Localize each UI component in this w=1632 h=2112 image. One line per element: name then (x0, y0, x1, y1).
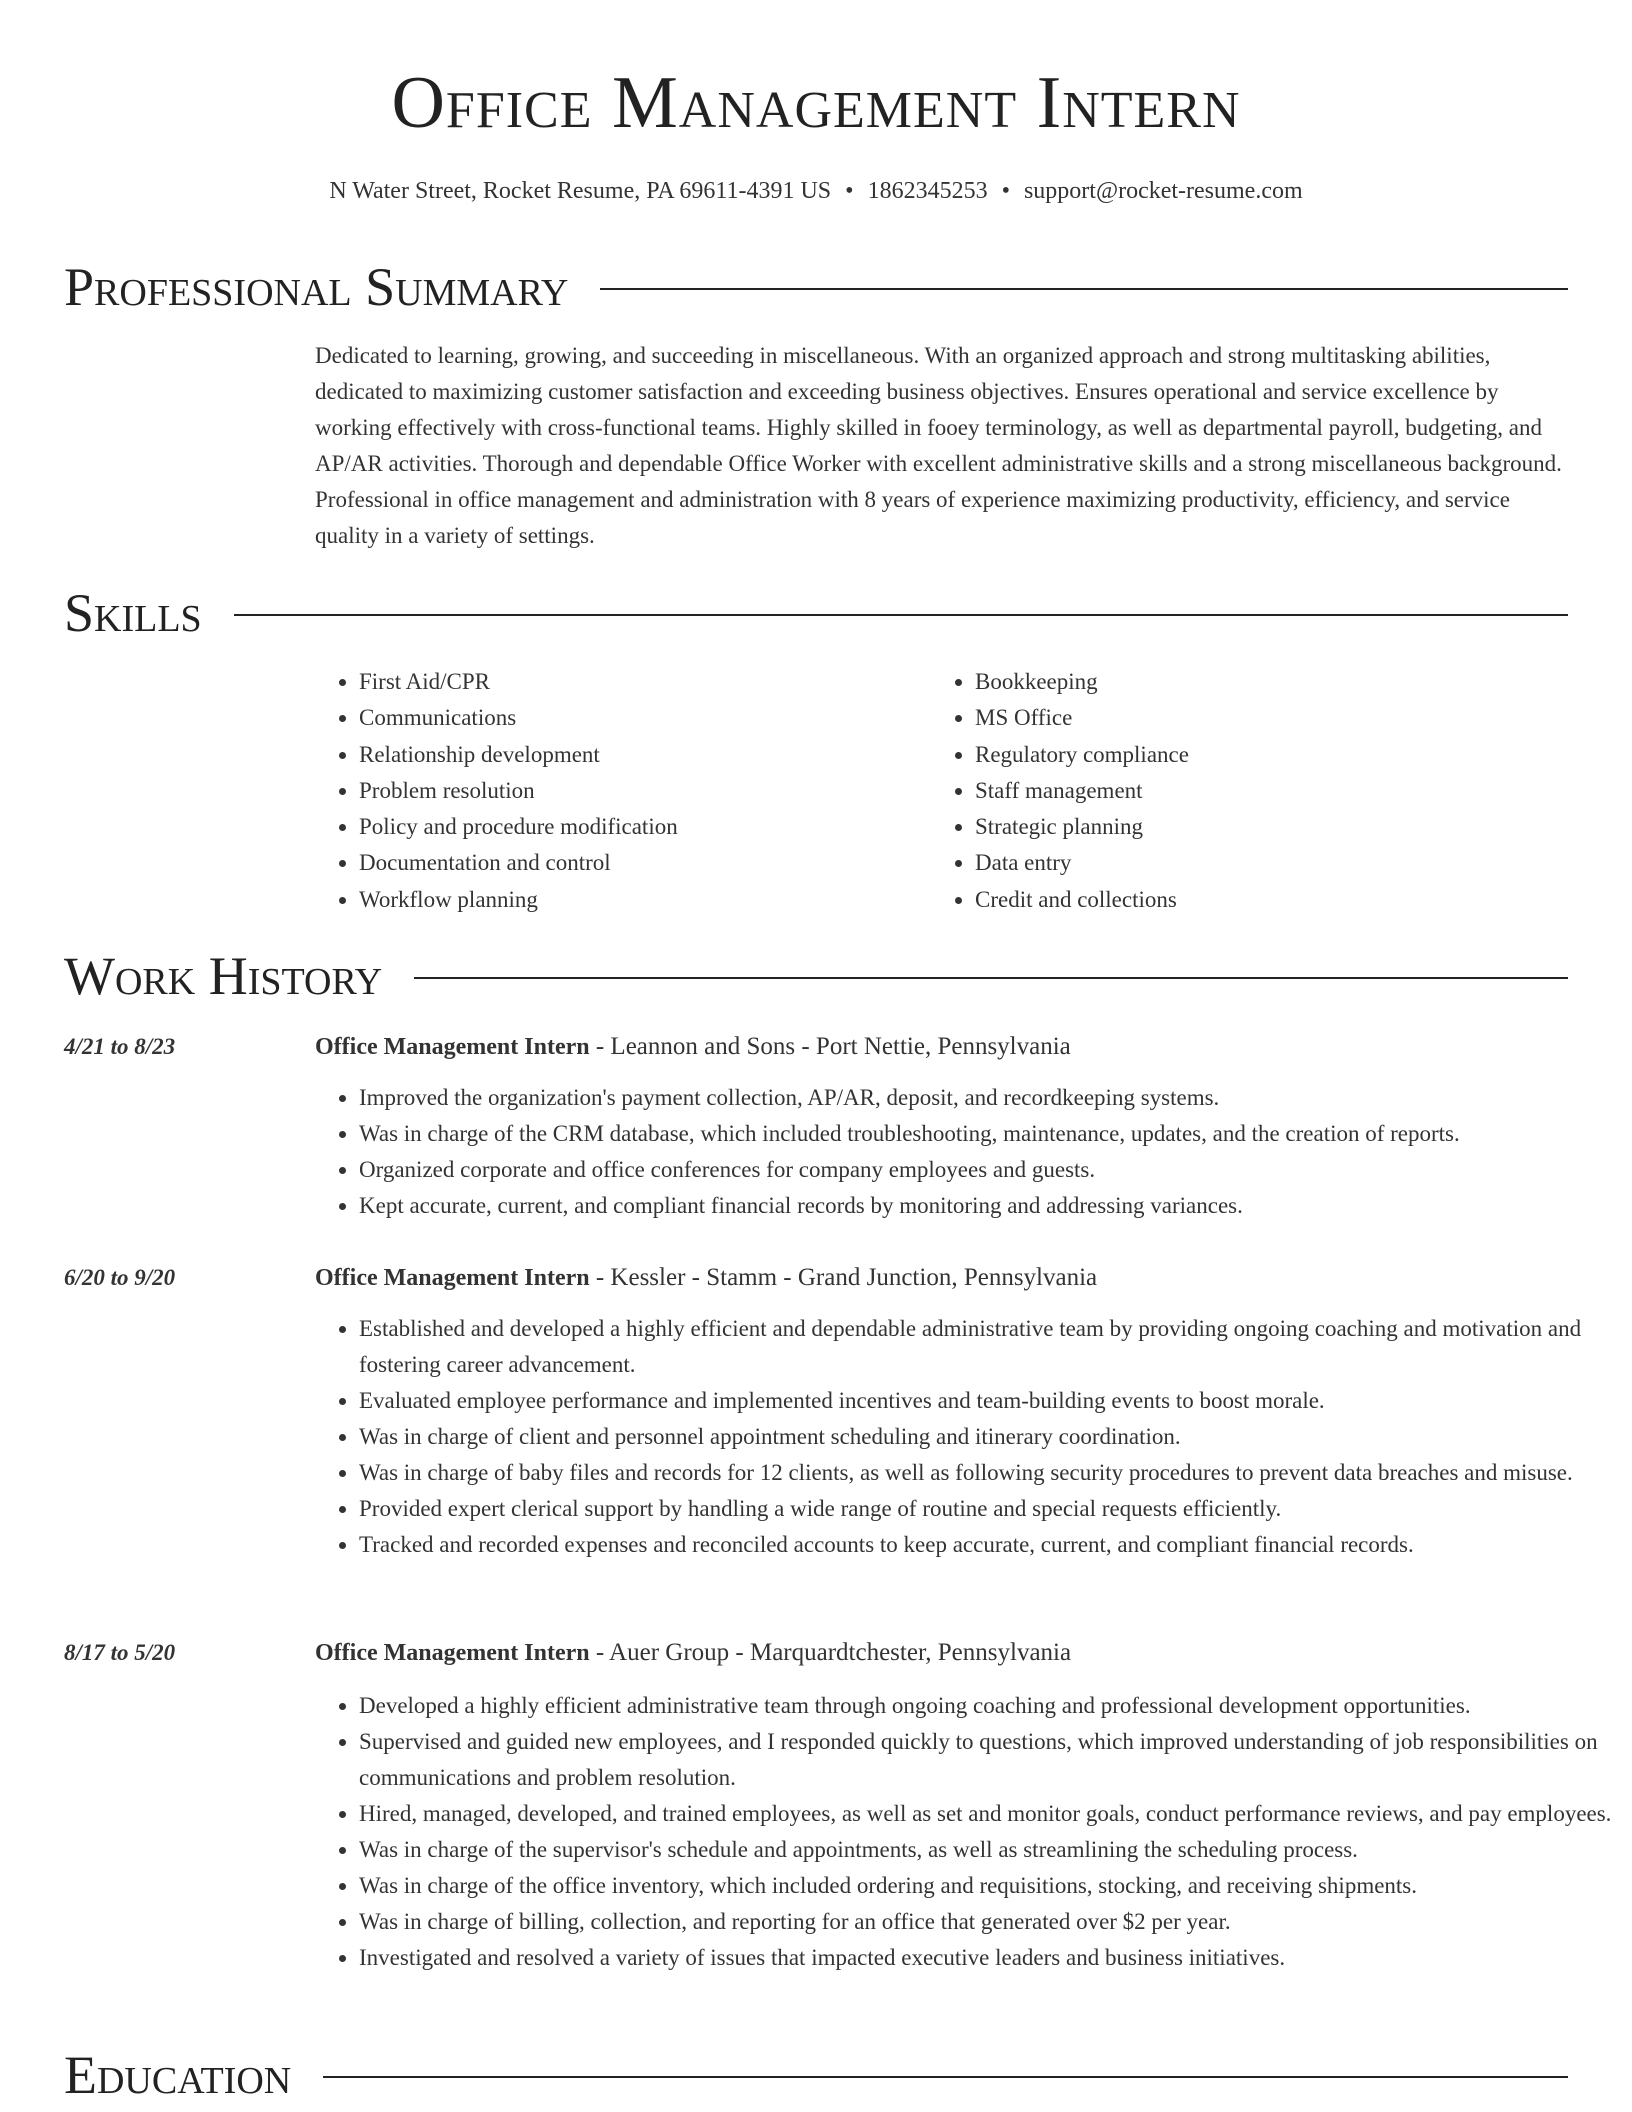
job-employer: - Leannon and Sons - Port Nettie, Pennsylvania (589, 1033, 1071, 1060)
contact-separator: • (1001, 178, 1010, 204)
contact-address: N Water Street, Rocket Resume, PA 69611-4391 US (329, 178, 832, 204)
section-divider (414, 977, 1568, 979)
skill-item: • Credit and collections (975, 882, 1575, 918)
job-bullet: • Established and developed a highly efficient and dependable administrative team by providing ongoing coaching and motivation and fostering career advancement. (359, 1311, 1621, 1383)
job-title: Office Management Intern (315, 1034, 590, 1060)
section-divider (234, 614, 1568, 616)
job-employer: - Auer Group - Marquardtchester, Pennsylvania (589, 1639, 1072, 1666)
skill-item: • Staff management (975, 773, 1575, 809)
contact-line (0, 176, 1632, 206)
skills-list-left (315, 664, 919, 918)
job-dates: 4/21 to 8/23 (64, 1034, 176, 1059)
skill-item: • First Aid/CPR (359, 664, 919, 700)
education-heading: Education (64, 2045, 292, 2105)
section-divider (600, 288, 1568, 290)
job-bullet: • Was in charge of billing, collection, and reporting for an office that generated over $2 per year. (359, 1904, 1621, 1940)
job-bullet: • Was in charge of the supervisor's schedule and appointments, as well as streamlining the scheduling process. (359, 1832, 1621, 1868)
job-heading (315, 1638, 1575, 1668)
skill-item: • Data entry (975, 845, 1575, 881)
work-section-heading (64, 941, 1568, 1011)
job-bullet: • Hired, managed, developed, and trained employees, as well as set and monitor goals, conduct performance reviews, and pay employees. (359, 1796, 1621, 1832)
job-bullet: • Developed a highly efficient administrative team through ongoing coaching and professional development opportunities. (359, 1688, 1621, 1724)
section-divider (323, 2076, 1568, 2078)
job-bullet: • Was in charge of the CRM database, which included troubleshooting, maintenance, updates, and the creation of reports. (359, 1116, 1621, 1152)
skill-item: • Bookkeeping (975, 664, 1575, 700)
job-bullet: • Was in charge of client and personnel appointment scheduling and itinerary coordination. (359, 1419, 1621, 1455)
job-bullet: • Was in charge of the office inventory, which included ordering and requisitions, stocking, and receiving shipments. (359, 1868, 1621, 1904)
job-bullet: • Improved the organization's payment collection, AP/AR, deposit, and recordkeeping systems. (359, 1080, 1621, 1116)
contact-phone: 1862345253 (867, 178, 988, 204)
skill-item: • Relationship development (359, 737, 919, 773)
candidate-name: Office Management Intern (391, 62, 1241, 144)
summary-text: Dedicated to learning, growing, and succeeding in miscellaneous. With an organized approach and strong multitasking abilities, dedicated to maximizing customer satisfaction and exceeding business objectives. Ensures operational and service excellence by working effectively with cross-functional teams. Highly skilled in fooey terminology, as well as departmental payroll, budgeting, and AP/AR activities. Thorough and dependable Office Worker with excellent administrative skills and a strong miscellaneous background. Professional in office management and administration with 8 years of experience maximizing productivity, efficiency, and service quality in a variety of settings. (315, 343, 1562, 548)
education-section-heading (64, 2040, 1568, 2110)
job-bullet: • Organized corporate and office conferences for company employees and guests. (359, 1152, 1621, 1188)
job-bullet: • Evaluated employee performance and implemented incentives and team-building events to boost morale. (359, 1383, 1621, 1419)
job-employer: - Kessler - Stamm - Grand Junction, Pennsylvania (589, 1264, 1098, 1291)
job-bullet: • Provided expert clerical support by handling a wide range of routine and special requests efficiently. (359, 1491, 1621, 1527)
job-dates: 8/17 to 5/20 (64, 1640, 176, 1665)
job-bullet: • Was in charge of baby files and records for 12 clients, as well as following security procedures to prevent data breaches and misuse. (359, 1455, 1621, 1491)
summary-heading: Professional Summary (64, 257, 569, 317)
job-bullet: • Tracked and recorded expenses and reconciled accounts to keep accurate, current, and compliant financial records. (359, 1527, 1621, 1563)
job-bullets (315, 1688, 1621, 1976)
skill-item: • Workflow planning (359, 882, 919, 918)
contact-email: support@rocket-resume.com (1023, 178, 1303, 204)
skills-list-right (931, 664, 1575, 918)
job-bullets (315, 1311, 1621, 1563)
job-bullet: • Kept accurate, current, and compliant financial records by monitoring and addressing variances. (359, 1188, 1621, 1224)
work-heading: Work History (64, 946, 383, 1006)
job-title: Office Management Intern (315, 1640, 590, 1666)
contact-separator: • (845, 178, 854, 204)
job-bullet: • Supervised and guided new employees, and I responded quickly to questions, which improved understanding of job responsibilities on communications and problem resolution. (359, 1724, 1621, 1796)
skill-item: • Strategic planning (975, 809, 1575, 845)
skills-heading: Skills (64, 583, 202, 643)
summary-section-heading (64, 252, 1568, 322)
job-bullets (315, 1080, 1621, 1224)
skill-item: • Documentation and control (359, 845, 919, 881)
skill-item: • MS Office (975, 700, 1575, 736)
skill-item: • Communications (359, 700, 919, 736)
skill-item: • Problem resolution (359, 773, 919, 809)
skill-item: • Policy and procedure modification (359, 809, 919, 845)
skill-item: • Regulatory compliance (975, 737, 1575, 773)
job-title: Office Management Intern (315, 1265, 590, 1291)
job-heading (315, 1263, 1575, 1293)
job-bullet: • Investigated and resolved a variety of issues that impacted executive leaders and business initiatives. (359, 1940, 1621, 1976)
skills-section-heading (64, 578, 1568, 648)
job-heading (315, 1032, 1575, 1062)
job-dates: 6/20 to 9/20 (64, 1265, 176, 1290)
